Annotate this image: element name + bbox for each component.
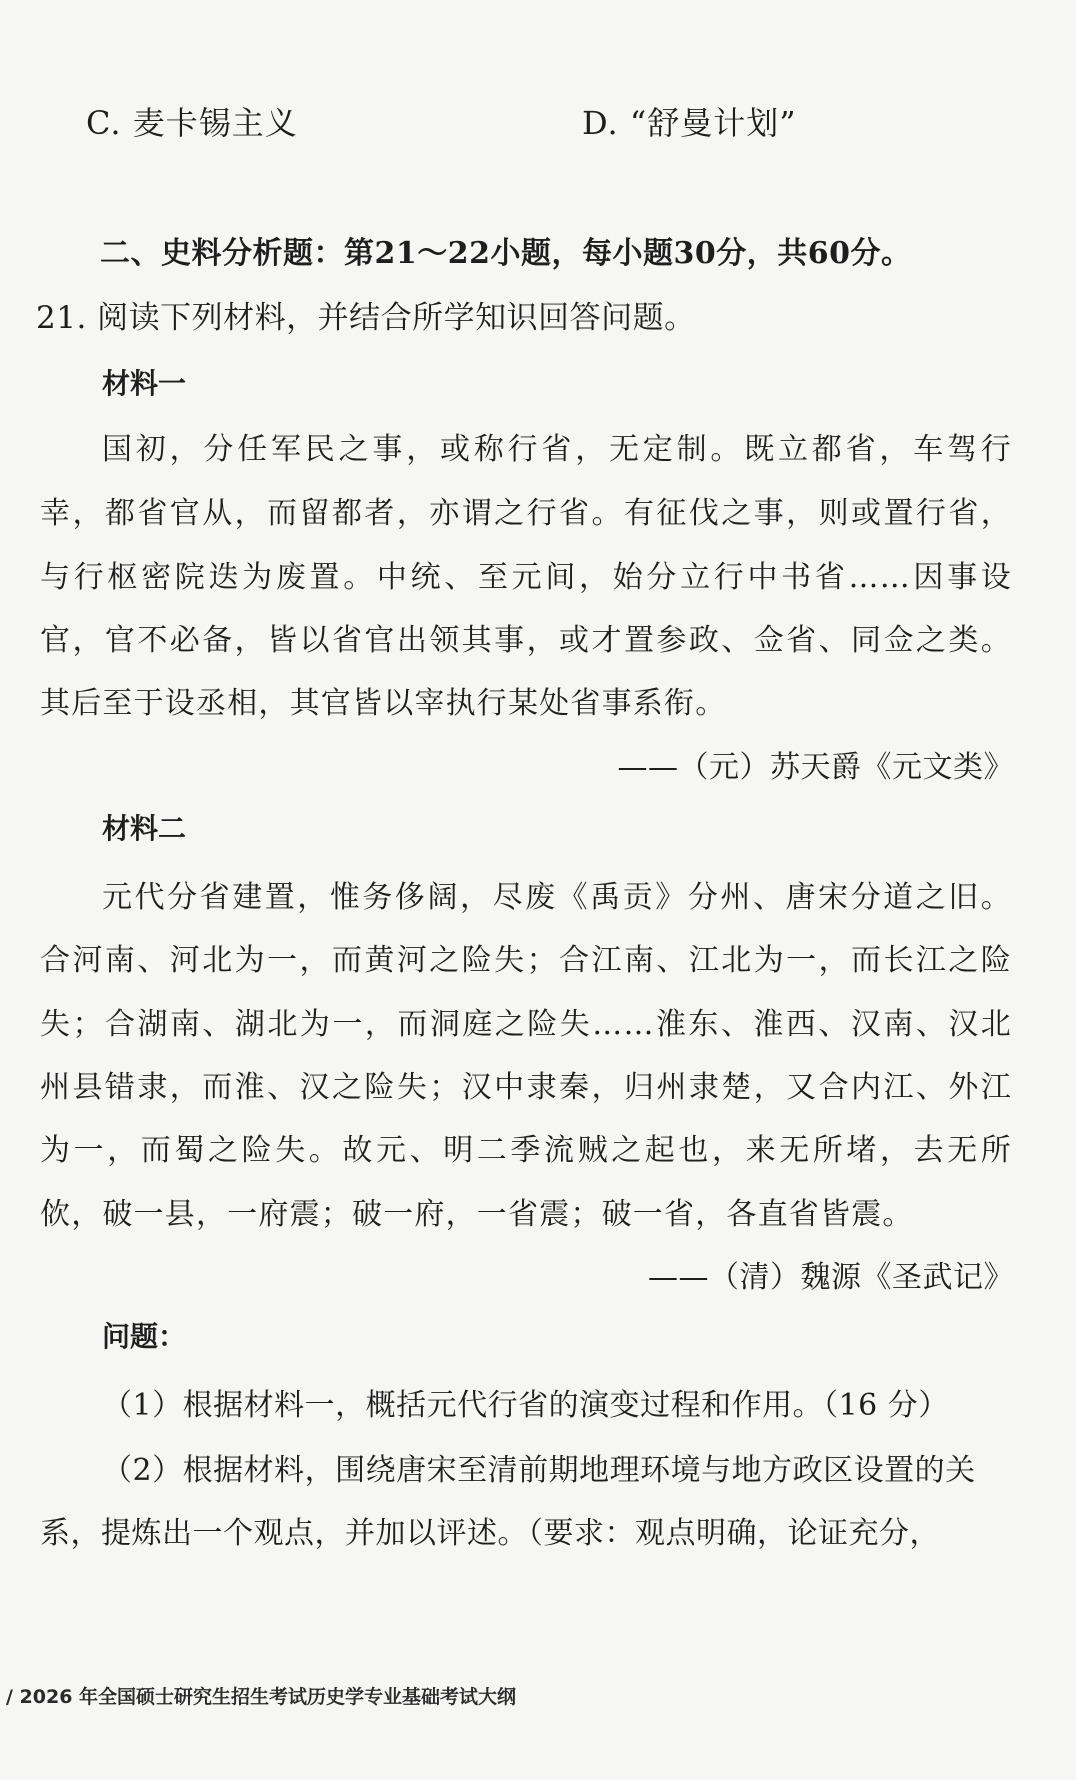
material-1-source: ——（元）苏天爵《元文类》 [617,750,1014,785]
material-1-line: 国初，分任军民之事，或称行省，无定制。既立都省，车驾行 [102,432,1012,467]
option-c: C. 麦卡锡主义 [86,104,298,142]
material-1-line: 幸，都省官从，而留都者，亦谓之行省。有征伐之事，则或置行省， [40,496,1012,531]
option-d: D. “舒曼计划” [582,104,797,142]
material-2-source: ——（清）魏源《圣武记》 [648,1260,1014,1295]
material-2-line: 佽，破一县，一府震；破一府，一省震；破一省，各直省皆震。 [40,1197,914,1232]
material-1-line: 官，官不必备，皆以省官出领其事，或才置参政、佥省、同佥之类。 [40,623,1012,658]
material-1-title: 材料一 [102,367,187,400]
page-footer: / 2026 年全国硕士研究生招生考试历史学专业基础考试大纲 [6,1686,517,1708]
questions-title: 问题： [102,1320,187,1353]
question-2-line-1: （2）根据材料，围绕唐宋至清前期地理环境与地方政区设置的关 [102,1453,976,1488]
material-2-title: 材料二 [102,812,187,845]
section-heading: 二、史料分析题：第21～22小题，每小题30分，共60分。 [100,236,912,271]
material-2-line: 元代分省建置，惟务侈阔，尽废《禹贡》分州、唐宋分道之旧。 [102,880,1012,915]
material-2-line: 失；合湖南、湖北为一，而洞庭之险失……淮东、淮西、汉南、汉北 [40,1007,1012,1042]
material-1-line: 其后至于设丞相，其官皆以宰执行某处省事系衔。 [40,686,727,721]
question-21-prompt: 21. 阅读下列材料，并结合所学知识回答问题。 [36,300,696,336]
question-2-line-2: 系，提炼出一个观点，并加以评述。（要求：观点明确，论证充分， [40,1516,940,1551]
material-2-line: 为一，而蜀之险失。故元、明二季流贼之起也，来无所堵，去无所 [40,1133,1012,1168]
material-2-line: 州县错隶，而淮、汉之险失；汉中隶秦，归州隶楚，又合内江、外江 [40,1070,1012,1105]
material-1-line: 与行枢密院迭为废置。中统、至元间，始分立行中书省……因事设 [40,560,1012,595]
material-2-line: 合河南、河北为一，而黄河之险失；合江南、江北为一，而长江之险 [40,943,1012,978]
question-1: （1）根据材料一，概括元代行省的演变过程和作用。（16 分） [102,1388,949,1423]
